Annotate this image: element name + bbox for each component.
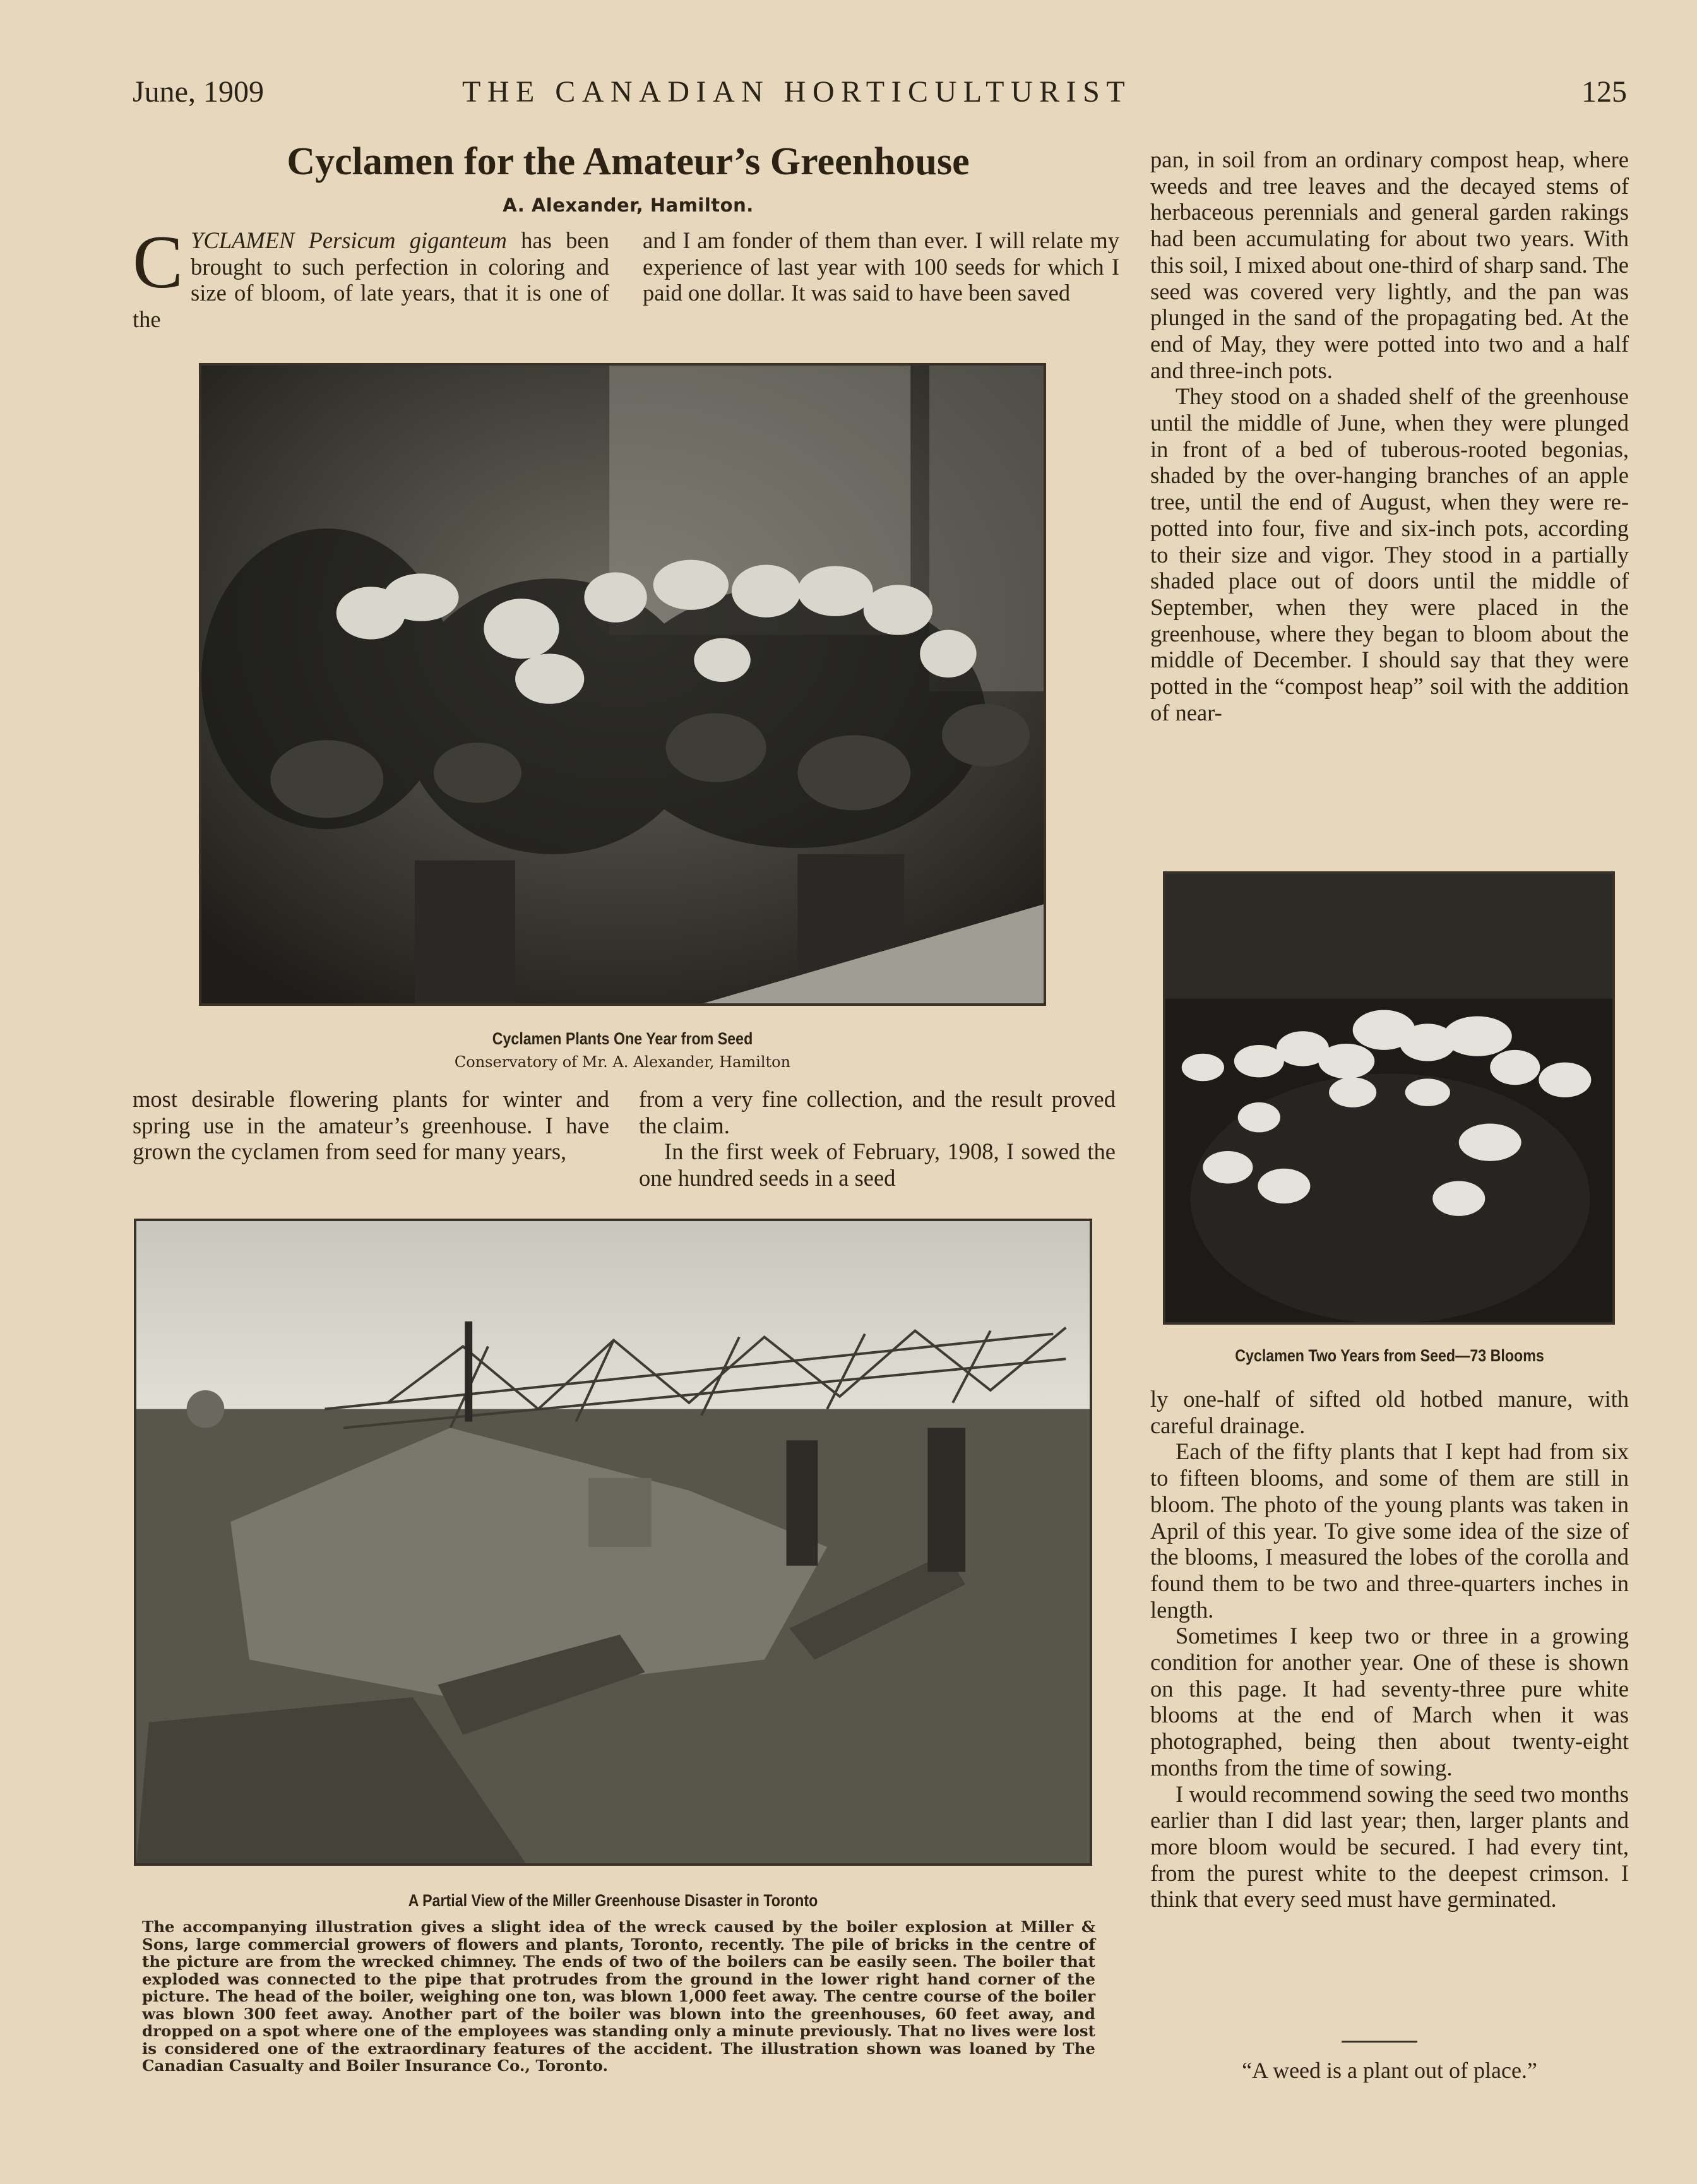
paragraph: Sometimes I keep two or three in a growing condition for another year. One of these is shown on this page. It had seventy-three pure white blooms at the end of March when it was photographed, being then about twenty-eight months from the time of sowing. bbox=[1150, 1623, 1629, 1781]
magazine-title: THE CANADIAN HORTICULTURIST bbox=[462, 75, 1132, 109]
figure-1-caption: Cyclamen Plants One Year from Seed bbox=[492, 1029, 753, 1048]
cyclamen-two-years-photo bbox=[1163, 871, 1615, 1325]
paragraph: pan, in soil from an ordinary compost heap, where weeds and tree leaves and the decayed stems of herbaceous perennials and general garden rakings had been accumulating for about two years. With this soil, I mixed about one-third of sharp sand. The seed was covered very lightly, and the pan was plunged in the sand of the propagating bed. At the end of May, they were potted into two and a half and three-inch pots. bbox=[1150, 146, 1629, 383]
intro-text: has been brought to such perfection in coloring and size of bloom, of late years, that it is one of the bbox=[133, 227, 609, 333]
drop-cap: C bbox=[133, 220, 184, 304]
column-3-bottom bbox=[1150, 1386, 1629, 1912]
greenhouse-disaster-photo bbox=[134, 1219, 1092, 1866]
paragraph: from a very fine collection, and the result proved the claim. bbox=[639, 1086, 1116, 1138]
article-title: Cyclamen for the Amateur’s Greenhouse bbox=[287, 140, 970, 183]
page-number: 125 bbox=[1581, 75, 1627, 109]
divider-rule bbox=[1342, 2041, 1417, 2043]
column-2-top bbox=[643, 227, 1119, 306]
cyclamen-one-year-photo bbox=[199, 363, 1046, 1006]
paragraph: In the first week of February, 1908, I sowed the one hundred seeds in a seed bbox=[639, 1138, 1116, 1191]
intro-species: YCLAMEN Persicum giganteum bbox=[191, 227, 507, 253]
figure-3-caption: A Partial View of the Miller Greenhouse Disaster in Toronto bbox=[408, 1891, 818, 1910]
paragraph: I would recommend sowing the seed two months earlier than I did last year; then, larger plants and more bloom would be secured. I had every tint, from the purest white to the deepest crimson. I think that every seed must have germinated. bbox=[1150, 1781, 1629, 1912]
article-byline: A. Alexander, Hamilton. bbox=[503, 194, 754, 216]
paragraph: and I am fonder of them than ever. I will relate my experience of last year with 100 seeds for which I paid one dollar. It was said to have been saved bbox=[643, 227, 1119, 306]
column-3-top bbox=[1150, 146, 1629, 725]
closing-quote: “A weed is a plant out of place.” bbox=[1242, 2058, 1537, 2083]
paragraph: They stood on a shaded shelf of the greenhouse until the middle of June, when they were plunged in front of a bed of tuberous-rooted begonias, shaded by the over-hanging branches of an apple tree, until the end of August, when they were re-potted into four, five and six-inch pots, according to their size and vigor. They stood in a partially shaded place out of doors until the middle of September, when they were placed in the greenhouse, where they began to bloom about the middle of December. I should say that they were potted in the “compost heap” soil with the addition of near- bbox=[1150, 383, 1629, 725]
column-1-bottom bbox=[133, 1086, 609, 1165]
column-2-bottom bbox=[639, 1086, 1116, 1191]
paragraph: ly one-half of sifted old hotbed manure, with careful drainage. bbox=[1150, 1386, 1629, 1438]
figure-2-caption: Cyclamen Two Years from Seed—73 Blooms bbox=[1235, 1346, 1544, 1365]
figure-1-credit: Conservatory of Mr. A. Alexander, Hamilton bbox=[454, 1053, 791, 1071]
column-1-top bbox=[133, 220, 609, 333]
paragraph: Each of the fifty plants that I kept had from six to fifteen blooms, and some of them are still in bloom. The photo of the young plants was taken in April of this year. To give some idea of the size of the blooms, I measured the lobes of the corolla and found them to be two and three-quarters inches in length. bbox=[1150, 1438, 1629, 1623]
paragraph: most desirable flowering plants for winter and spring use in the amateur’s greenhouse. I have grown the cyclamen from seed for many years, bbox=[133, 1086, 609, 1165]
figure-3-description: The accompanying illustration gives a slight idea of the wreck caused by the boiler explosion at Miller & Sons, large commercial growers of flowers and plants, Toronto, recently. The pile of bricks in the centre of the picture are from the wrecked chimney. The ends of two of the boilers can be easily seen. The boiler that exploded was connected to the pipe that protrudes from the ground in the lower right hand corner of the picture. The head of the boiler, weighing one ton, was blown 1,000 feet away. The centre course of the boiler was blown 300 feet away. Another part of the boiler was blown into the greenhouses, 60 feet away, and dropped on a spot where one of the employees was standing only a minute previously. That no lives were lost is considered one of the extraordinary features of the accident. The illustration shown was loaned by The Canadian Casualty and Boiler Insurance Co., Toronto. bbox=[142, 1918, 1095, 2075]
issue-date: June, 1909 bbox=[133, 75, 264, 109]
